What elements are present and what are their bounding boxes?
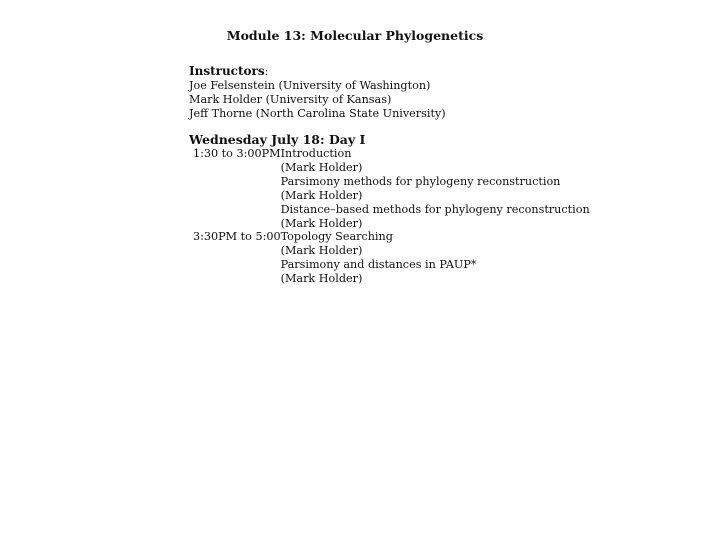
- instructors-heading-line: [189, 64, 609, 79]
- schedule-time: [191, 203, 281, 217]
- schedule-text: Parsimony methods for phylogeny reconstruction: [280, 174, 561, 188]
- schedule-row: [191, 203, 590, 217]
- schedule-text: (Mark Holder): [280, 216, 363, 230]
- instructor-item: Joe Felsenstein (University of Washington): [189, 79, 431, 92]
- schedule-row: [191, 189, 590, 203]
- schedule-row: [191, 272, 590, 286]
- schedule-time: 3:30PM to 5:00: [193, 230, 281, 244]
- schedule-row: [191, 175, 590, 189]
- schedule-time: 1:30 to 3:00PM: [193, 147, 281, 160]
- schedule-row: [191, 217, 590, 231]
- schedule-row: [191, 230, 590, 244]
- schedule-time: [191, 161, 281, 175]
- schedule-row: [191, 161, 590, 175]
- page-title: Module 13: Molecular Phylogenetics: [226, 28, 484, 43]
- schedule-text: (Mark Holder): [280, 188, 363, 202]
- schedule-text: Parsimony and distances in PAUP*: [280, 258, 477, 272]
- instructors-colon: :: [264, 65, 269, 78]
- instructors-heading: Instructors: [189, 64, 265, 78]
- day-heading: Wednesday July 18: Day I: [189, 132, 366, 147]
- content-block: [189, 64, 609, 286]
- schedule-row: [191, 258, 590, 272]
- schedule-text: (Mark Holder): [280, 160, 363, 174]
- schedule-table: [191, 147, 590, 286]
- schedule-time: [191, 272, 281, 286]
- schedule-text: Introduction: [280, 147, 352, 160]
- instructor-item: Jeff Thorne (North Carolina State University): [189, 107, 446, 120]
- schedule-time: [191, 244, 281, 258]
- schedule-row: [191, 244, 590, 258]
- instructor-item: Mark Holder (University of Kansas): [189, 93, 392, 106]
- schedule-text: (Mark Holder): [280, 244, 363, 258]
- schedule-time: [191, 217, 281, 231]
- schedule-time: [191, 175, 281, 189]
- schedule-row: [191, 147, 590, 161]
- schedule-text: Distance–based methods for phylogeny reconstruction: [280, 202, 590, 216]
- schedule-time: [191, 258, 281, 272]
- schedule-text: Topology Searching: [280, 230, 393, 244]
- schedule-time: [191, 189, 281, 203]
- schedule-text: (Mark Holder): [280, 272, 363, 286]
